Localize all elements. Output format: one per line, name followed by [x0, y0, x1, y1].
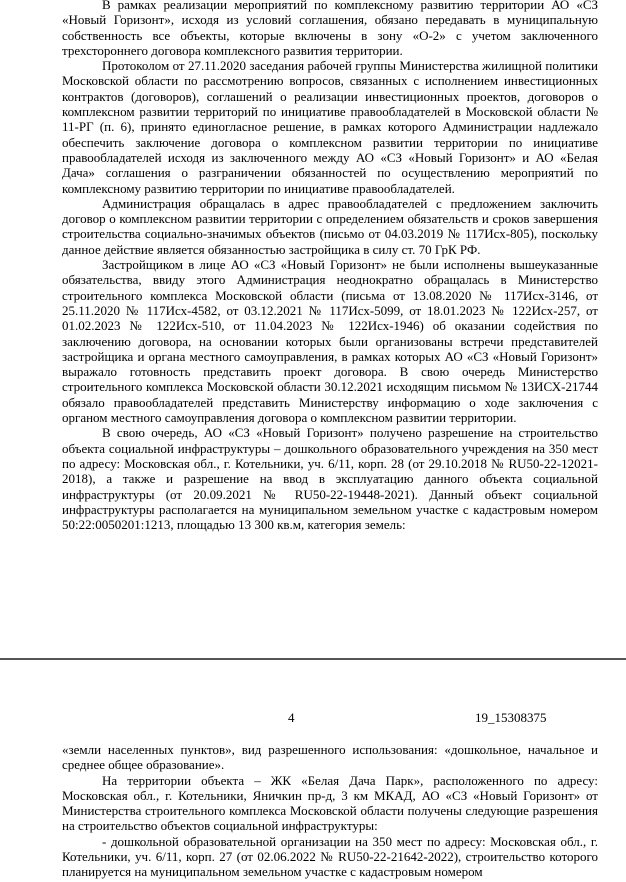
paragraph: Администрация обращалась в адрес правообладателей с предложением заключить договор о комплексном развитии территории с определением обязательств и сроков завершения строительства социально-значимых объектов (письмо от 04.03.2019 № 117Исх-805), поскольку данное действие является обязанностью застройщика в силу ст. 70 ГрК РФ. [62, 195, 598, 257]
page-next-text [62, 742, 598, 880]
page-number: 4 [288, 710, 295, 725]
page-break-divider [0, 658, 626, 660]
document-number: 19_15308375 [475, 710, 547, 725]
page-top-text [62, 0, 598, 532]
paragraph: В рамках реализации мероприятий по комплексному развитию территории АО «СЗ «Новый Горизонт», исходя из условий соглашения, обязано передавать в муниципальную собственность все объекты, которые включены в зону «О-2» с учетом заключенного трехстороннего договора комплексного развития территории. [62, 0, 598, 58]
list-item: - дошкольной образовательной организации на 350 мест по адресу: Московская обл., г. Котельники, уч. 6/11, корп. 27 (от 02.06.2022 № RU50-22-21642-2022), строительство которого планируется на муниципальном земельном участке с кадастровым номером [62, 833, 598, 880]
paragraph: На территории объекта – ЖК «Белая Дача Парк», расположенного по адресу: Московская обл., г. Котельники, Яничкин пр-д, 3 км МКАД, АО «СЗ «Новый Горизонт» от Министерства строительного комплекса Московской области получены следующие разрешения на строительство объектов социальной инфраструктуры: [62, 772, 598, 834]
paragraph: В свою очередь, АО «СЗ «Новый Горизонт» получено разрешение на строительство объекта социальной инфраструктуры – дошкольного образовательного учреждения на 350 мест по адресу: Московская обл., г. Котельники, уч. 6/11, корп. 28 (от 29.10.2018 № RU50-22-12021-2018), а также и разрешение на ввод в эксплуатацию данного объекта социальной инфраструктуры (от 20.09.2021 № RU50-22-19448-2021). Данный объект социальной инфраструктуры располагается на муниципальном земельном участке с кадастровым номером 50:22:0050201:1213, площадью 13 300 кв.м, категория земель: [62, 425, 598, 533]
paragraph: Застройщиком в лице АО «СЗ «Новый Горизонт» не были исполнены вышеуказанные обязательства, ввиду этого Администрация неоднократно обращалась в Министерство строительного комплекса Московской области (письма от 13.08.2020 № 117Исх-3146, от 25.11.2020 № 117Исх-4582, от 03.12.2021 № 117Исх-5099, от 18.01.2023 № 122Исх-257, от 01.02.2023 № 122Исх-510, от 11.04.2023 № 122Исх-1946) об оказании содействия по заключению договора, на основании которых были организованы встречи представителей застройщика и органа местного самоуправления, в рамках которых АО «СЗ «Новый Горизонт» выражало готовность представить проект договора. В свою очередь Министерство строительного комплекса Московской области 30.12.2021 исходящим письмом № 13ИСХ-21744 обязало правообладателей представить Министерству информацию о ходе заключения с органом местного самоуправления договора о комплексном развитии территории. [62, 257, 598, 426]
continuation-paragraph: «земли населенных пунктов», вид разрешенного использования: «дошкольное, начальное и среднее общее образование». [62, 742, 598, 773]
paragraph: Протоколом от 27.11.2020 заседания рабочей группы Министерства жилищной политики Московской области по рассмотрению вопросов, связанных с исполнением инвестиционных контрактов (договоров), соглашений о реализации инвестиционных проектов, договоров о комплексном развитии территорий по инициативе правообладателей в Московской области № 11-РГ (п. 6), принято единогласное решение, в рамках которого Администрации надлежало обеспечить заключение договора о комплексном развитии территории по инициативе правообладателей исходя из заключенного между АО «СЗ «Новый Горизонт» и АО «Белая Дача» соглашения о разграничении обязанностей по осуществлению мероприятий по комплексному развитию территории по инициативе правообладателей. [62, 58, 598, 196]
